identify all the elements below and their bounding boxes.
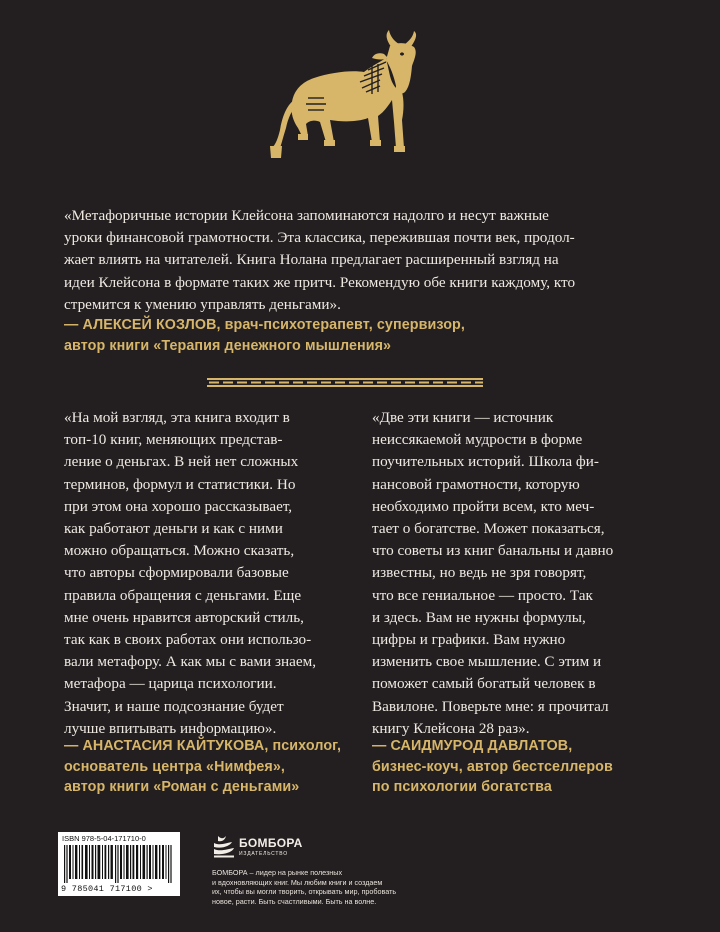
quote-line: тает о богатстве. Может показаться, xyxy=(372,520,605,538)
quote-line: Значит, и наше подсознание будет xyxy=(64,697,284,715)
quote-line: цифры и графики. Вам нужно xyxy=(372,631,566,649)
attribution-line: — АЛЕКСЕЙ КОЗЛОВ, врач-психотерапевт, супервизор, xyxy=(64,317,465,333)
publisher-line: новое, расти. Быть счастливыми. Быть на волне. xyxy=(212,896,377,906)
quote-line: жает влиять на читателей. Книга Нолана предлагает расширенный взгляд на xyxy=(64,251,559,269)
quote-line: лучше впитывать информацию». xyxy=(64,719,277,737)
quote-left xyxy=(64,407,330,740)
quote-line: ление о деньгах. В ней нет сложных xyxy=(64,453,299,471)
quote-line: можно обращаться. Можно сказать, xyxy=(64,542,295,560)
quote-line: поучительных историй. Школа фи- xyxy=(372,453,599,471)
attribution-line: бизнес-коуч, автор бестселлеров xyxy=(372,758,613,775)
attribution-line: автор книги «Роман с деньгами» xyxy=(64,779,300,795)
quote-line: нансовой грамотности, которую xyxy=(372,475,580,493)
publisher-description xyxy=(212,868,412,906)
quote-line: метафора — царица психологии. xyxy=(64,675,277,693)
attribution-top xyxy=(64,315,684,356)
attribution-line: по психологии богатства xyxy=(372,779,552,795)
quote-line: книгу Клейсона 28 раз». xyxy=(372,719,530,737)
quote-line: при этом она хорошо рассказывает, xyxy=(64,497,293,515)
quote-line: стремится к умению управлять деньгами». xyxy=(64,295,341,313)
ornamental-divider xyxy=(207,378,483,387)
barcode xyxy=(58,832,180,896)
quote-line: вали метафору. А как мы с вами знаем, xyxy=(64,653,317,671)
publisher-subtitle: ИЗДАТЕЛЬСТВО xyxy=(239,851,288,857)
attribution-right xyxy=(372,736,662,798)
attribution-line: автор книги «Терапия денежного мышления» xyxy=(64,337,392,354)
quote-line: правила обращения с деньгами. Еще xyxy=(64,586,302,604)
quote-line: мне очень нравится авторский стиль, xyxy=(64,608,304,626)
bull-icon xyxy=(268,30,428,160)
barcode-number: 9 785041 717100 > xyxy=(61,884,153,894)
publisher-line: их, чтобы вы могли творить, открывать мир, пробовать xyxy=(212,887,397,896)
quote-line: так как в своих работах они использо- xyxy=(64,631,312,649)
bombora-logo-icon xyxy=(212,834,236,858)
quote-line: что все гениальное — просто. Так xyxy=(372,586,593,604)
attribution-line: основатель центра «Нимфея», xyxy=(64,758,285,775)
quote-line: «Метафоричные истории Клейсона запоминаются надолго и несут важные xyxy=(64,207,549,224)
quote-line: известны, но ведь не зря говорят, xyxy=(372,564,587,582)
quote-line: «На мой взгляд, эта книга входит в xyxy=(64,409,290,426)
publisher-name: БОМБОРА xyxy=(239,836,303,850)
quote-line: «Две эти книги — источник xyxy=(372,409,554,426)
publisher-line: БОМБОРА – лидер на рынке полезных xyxy=(212,868,343,877)
barcode-bars xyxy=(64,845,174,883)
quote-right xyxy=(372,407,634,740)
quote-line: и здесь. Вам не нужны формулы, xyxy=(372,608,586,626)
quote-line: топ-10 книг, меняющих представ- xyxy=(64,431,283,449)
quote-line: изменить свое мышление. С этим и xyxy=(372,653,602,671)
publisher-line: и вдохновляющих книг. Мы любим книги и создаем xyxy=(212,877,383,887)
attribution-left xyxy=(64,736,354,798)
quote-line: уроки финансовой грамотности. Эта классика, пережившая почти век, продол- xyxy=(64,229,575,247)
quote-top xyxy=(64,205,664,316)
attribution-line: — АНАСТАСИЯ КАЙТУКОВА, психолог, xyxy=(64,738,342,754)
quote-line: что советы из книг банальны и давно xyxy=(372,542,614,560)
quote-line: Вавилоне. Поверьте мне: я прочитал xyxy=(372,697,609,715)
quote-line: как работают деньги и как с ними xyxy=(64,520,283,538)
quote-line: что авторы сформировали базовые xyxy=(64,564,289,582)
quote-line: неиссякаемой мудрости в форме xyxy=(372,431,583,449)
quote-line: терминов, формул и статистики. Но xyxy=(64,475,296,493)
attribution-line: — САИДМУРОД ДАВЛАТОВ, xyxy=(372,738,573,754)
quote-line: идеи Клейсона в формате таких же притч. Рекомендую обе книги каждому, кто xyxy=(64,273,576,291)
quote-line: поможет самый богатый человек в xyxy=(372,675,596,693)
quote-line: необходимо пройти всем, кто меч- xyxy=(372,497,595,515)
isbn-label: ISBN 978-5-04-171710-0 xyxy=(62,834,146,843)
